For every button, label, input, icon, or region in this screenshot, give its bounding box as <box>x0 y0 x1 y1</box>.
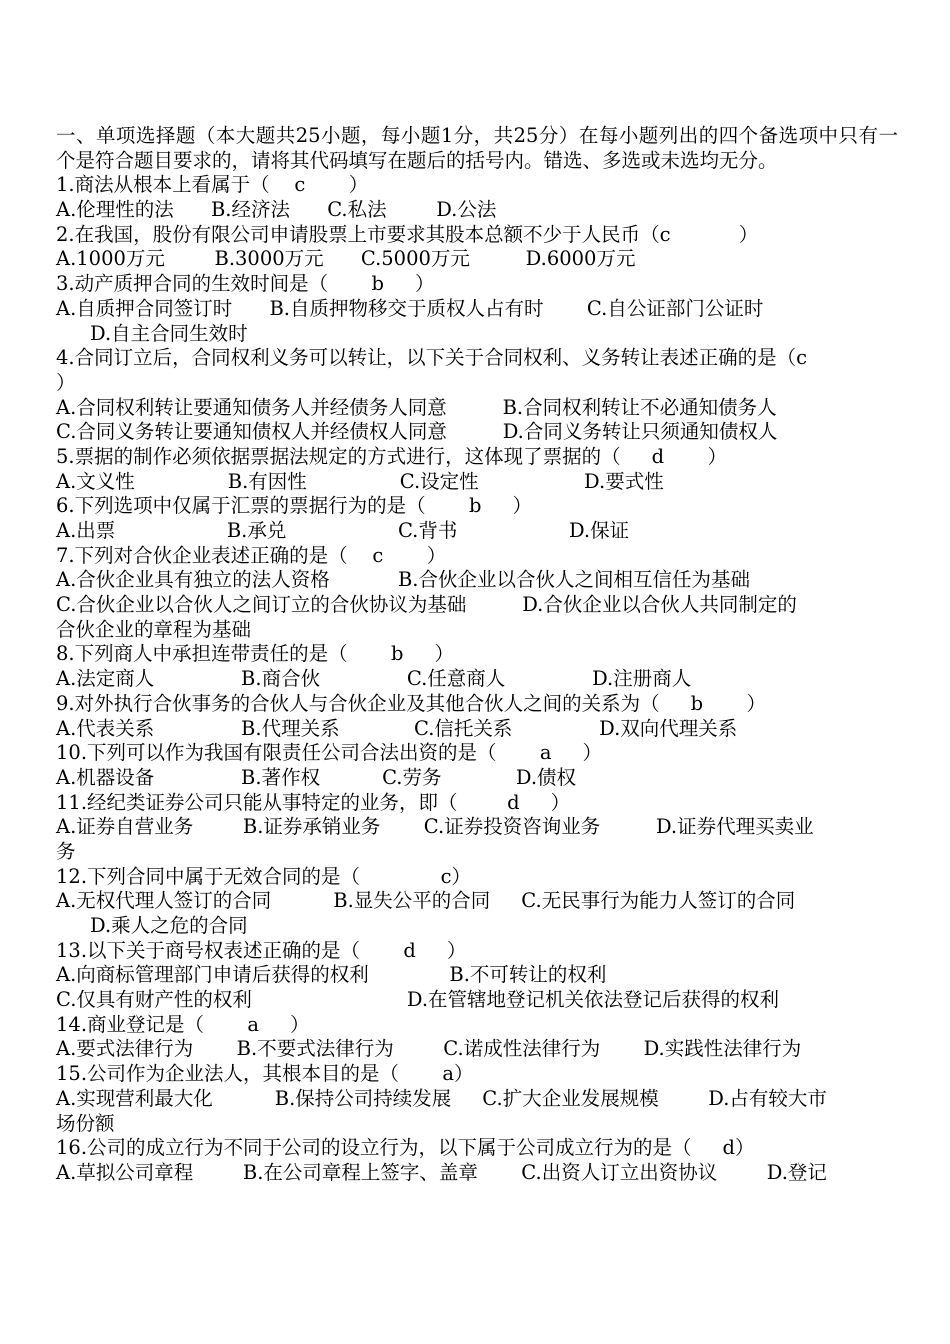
text-line: 2.在我国，股份有限公司申请股票上市要求其股本总额不少于人民币（c ） <box>56 222 759 246</box>
text-line: C.仅具有财产性的权利 D.在管辖地登记机关依法登记后获得的权利 <box>56 988 780 1012</box>
question-list <box>56 173 898 1185</box>
text-line: 7.下列对合伙企业表述正确的是（ c ） <box>56 543 447 567</box>
text-line: A.出票 B.承兑 C.背书 D.保证 <box>56 519 630 543</box>
text-line: 3.动产质押合同的生效时间是（ b ） <box>56 272 435 296</box>
text-line: 场份额 <box>56 1111 115 1135</box>
text-line: D.自主合同生效时 <box>90 321 248 345</box>
text-line: 12.下列合同中属于无效合同的是（ c） <box>56 864 472 888</box>
text-line: ） <box>56 370 76 394</box>
text-line: A.证券自营业务 B.证券承销业务 C.证券投资咨询业务 D.证券代理买卖业 <box>56 815 814 839</box>
text-line: A.合伙企业具有独立的法人资格 B.合伙企业以合伙人之间相互信任为基础 <box>56 568 750 592</box>
text-line: A.要式法律行为 B.不要式法律行为 C.诺成性法律行为 D.实践性法律行为 <box>56 1037 802 1061</box>
text-line: A.文义性 B.有因性 C.设定性 D.要式性 <box>56 469 664 493</box>
text-line: 16.公司的成立行为不同于公司的设立行为，以下属于公司成立行为的是（ d） <box>56 1136 755 1160</box>
text-line: C.合同义务转让要通知债权人并经债权人同意 D.合同义务转让只须通知债权人 <box>56 420 778 444</box>
text-line: 8.下列商人中承担连带责任的是（ b ） <box>56 642 454 666</box>
text-line: A.法定商人 B.商合伙 C.任意商人 D.注册商人 <box>56 667 692 691</box>
text-line: A.向商标管理部门申请后获得的权利 B.不可转让的权利 <box>56 963 607 987</box>
text-line: 4.合同订立后，合同权利义务可以转让，以下关于合同权利、义务转让表述正确的是（c <box>56 346 808 370</box>
text-line: 10.下列可以作为我国有限责任公司合法出资的是（ a ） <box>56 741 603 765</box>
text-line: 合伙企业的章程为基础 <box>56 617 252 641</box>
text-line: 6.下列选项中仅属于汇票的票据行为的是（ b ） <box>56 494 532 518</box>
text-line: A.草拟公司章程 B.在公司章程上签字、盖章 C.出资人订立出资协议 D.登记 <box>56 1160 827 1184</box>
text-line: 14.商业登记是（ a ） <box>56 1012 310 1036</box>
text-line: D.乘人之危的合同 <box>90 914 248 938</box>
text-line: A.机器设备 B.著作权 C.劳务 D.债权 <box>56 765 577 789</box>
section-intro: 一、单项选择题（本大题共25小题，每小题1分，共25分）在每小题列出的四个备选项中只有一个是符合题目要求的，请将其代码填写在题后的括号内。错选、多选或未选均无分。 <box>56 124 898 172</box>
text-line: A.伦理性的法 B.经济法 C.私法 D.公法 <box>56 198 497 222</box>
text-line: A.无权代理人签订的合同 B.显失公平的合同 C.无民事行为能力人签订的合同 <box>56 889 796 913</box>
text-line: A.1000万元 B.3000万元 C.5000万元 D.6000万元 <box>56 247 636 271</box>
text-line: A.代表关系 B.代理关系 C.信托关系 D.双向代理关系 <box>56 716 738 740</box>
text-line: 15.公司作为企业法人，其根本目的是（ a） <box>56 1062 474 1086</box>
text-line: A.实现营利最大化 B.保持公司持续发展 C.扩大企业发展规模 D.占有较大市 <box>56 1086 827 1110</box>
text-line: 5.票据的制作必须依据票据法规定的方式进行，这体现了票据的（ d ） <box>56 444 727 468</box>
document-page <box>56 124 898 1186</box>
text-line: 13.以下关于商号权表述正确的是（ d ） <box>56 938 467 962</box>
text-line: 1.商法从根本上看属于（ c ） <box>56 173 369 197</box>
text-line: 9.对外执行合伙事务的合伙人与合伙企业及其他合伙人之间的关系为（ b ） <box>56 691 766 715</box>
text-line: 11.经纪类证券公司只能从事特定的业务，即（ d ） <box>56 790 571 814</box>
text-line: A.自质押合同签订时 B.自质押物移交于质权人占有时 C.自公证部门公证时 <box>56 296 764 320</box>
text-line: 务 <box>56 839 76 863</box>
text-line: A.合同权利转让要通知债务人并经债务人同意 B.合同权利转让不必通知债务人 <box>56 395 777 419</box>
text-line: C.合伙企业以合伙人之间订立的合伙协议为基础 D.合伙企业以合伙人共同制定的 <box>56 593 797 617</box>
